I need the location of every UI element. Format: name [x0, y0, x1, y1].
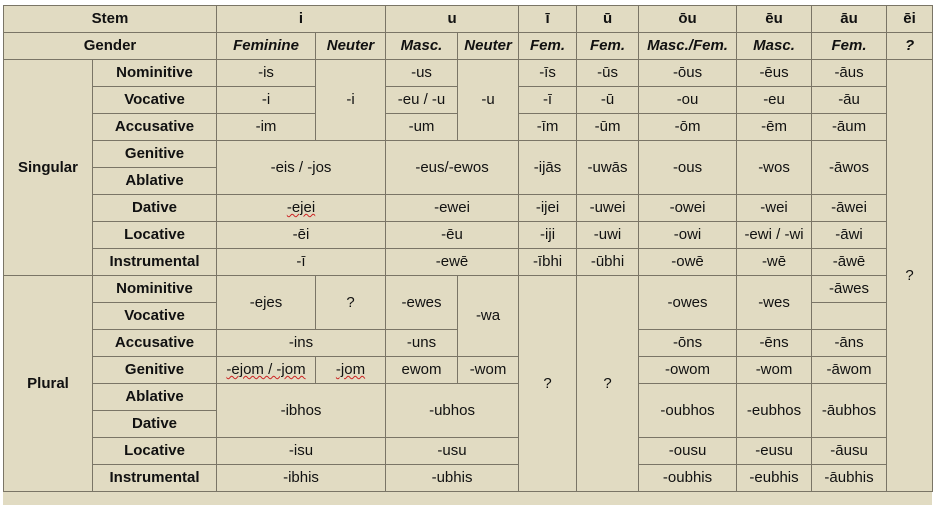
- table-cell: -u: [458, 60, 519, 141]
- table-cell: -īs: [519, 60, 577, 87]
- table-cell: [217, 357, 316, 384]
- table-cell: -iji: [519, 222, 577, 249]
- case-label: Nominitive: [93, 60, 217, 87]
- case-label: Genitive: [93, 141, 217, 168]
- table-cell: -wei: [737, 195, 812, 222]
- gender-ou: Masc./Fem.: [639, 33, 737, 60]
- table-cell: -is: [217, 60, 316, 87]
- table-cell: -āwē: [812, 249, 887, 276]
- gender-eu: Masc.: [737, 33, 812, 60]
- table-cell: -ewes: [386, 276, 458, 330]
- gender-u-masculine: Masc.: [386, 33, 458, 60]
- case-label: Dative: [93, 411, 217, 438]
- table-cell: -ubhos: [386, 384, 519, 438]
- table-cell: -oubhis: [639, 465, 737, 492]
- declension-table: [3, 5, 933, 492]
- table-cell: -ejes: [217, 276, 316, 330]
- case-label: Locative: [93, 438, 217, 465]
- gender-i-feminine: Feminine: [217, 33, 316, 60]
- stem-ou: ōu: [639, 6, 737, 33]
- table-cell: -owes: [639, 276, 737, 330]
- table-cell: -wos: [737, 141, 812, 195]
- case-label: Ablative: [93, 384, 217, 411]
- gender-ei: ?: [887, 33, 933, 60]
- singular-label: Singular: [4, 60, 93, 276]
- stem-i: i: [217, 6, 386, 33]
- gender-au: Fem.: [812, 33, 887, 60]
- table-cell: -eu: [737, 87, 812, 114]
- table-cell: -wē: [737, 249, 812, 276]
- table-cell: ?: [316, 276, 386, 330]
- table-cell: -usu: [386, 438, 519, 465]
- table-cell: -im: [217, 114, 316, 141]
- table-cell: -ībhi: [519, 249, 577, 276]
- singular-instrumental-row: [4, 249, 933, 276]
- table-cell: -āwi: [812, 222, 887, 249]
- table-cell: -ou: [639, 87, 737, 114]
- case-label: Accusative: [93, 114, 217, 141]
- table-cell: -ūm: [577, 114, 639, 141]
- table-cell: -wom: [737, 357, 812, 384]
- table-cell: -uwei: [577, 195, 639, 222]
- table-cell-text: -ejei: [286, 199, 316, 216]
- table-cell: -ēu: [386, 222, 519, 249]
- table-cell: -īm: [519, 114, 577, 141]
- table-cell: -ōns: [639, 330, 737, 357]
- case-label: Instrumental: [93, 249, 217, 276]
- table-cell: -ibhis: [217, 465, 386, 492]
- table-cell: -ī: [519, 87, 577, 114]
- table-cell: [316, 357, 386, 384]
- table-cell: -ī: [217, 249, 386, 276]
- table-cell: ewom: [386, 357, 458, 384]
- table-cell: -ewei: [386, 195, 519, 222]
- table-cell: -eubhis: [737, 465, 812, 492]
- table-cell: -ūs: [577, 60, 639, 87]
- table-cell: -wa: [458, 276, 519, 357]
- table-cell: -āubhos: [812, 384, 887, 438]
- stem-label: Stem: [4, 6, 217, 33]
- declension-table-panel: [3, 5, 932, 505]
- stem-au: āu: [812, 6, 887, 33]
- table-cell: ?: [577, 276, 639, 492]
- gender-u-neuter: Neuter: [458, 33, 519, 60]
- table-cell: -ijās: [519, 141, 577, 195]
- plural-ablative-row: [4, 384, 933, 411]
- table-cell: -ōm: [639, 114, 737, 141]
- gender-long-u: Fem.: [577, 33, 639, 60]
- stem-header-row: [4, 6, 933, 33]
- plural-instrumental-row: [4, 465, 933, 492]
- case-label: Accusative: [93, 330, 217, 357]
- table-cell: [217, 195, 386, 222]
- gender-header-row: [4, 33, 933, 60]
- plural-genitive-row: [4, 357, 933, 384]
- table-cell: -ins: [217, 330, 386, 357]
- table-cell: -āusu: [812, 438, 887, 465]
- table-cell: -āu: [812, 87, 887, 114]
- table-cell: -ēi: [217, 222, 386, 249]
- table-cell: -ousu: [639, 438, 737, 465]
- plural-label: Plural: [4, 276, 93, 492]
- singular-nominative-row: [4, 60, 933, 87]
- table-cell: -āwos: [812, 141, 887, 195]
- case-label: Dative: [93, 195, 217, 222]
- table-cell: -owi: [639, 222, 737, 249]
- table-cell: -isu: [217, 438, 386, 465]
- gender-label: Gender: [4, 33, 217, 60]
- table-cell: -owei: [639, 195, 737, 222]
- table-cell: -āwes: [812, 276, 887, 303]
- table-cell: -eubhos: [737, 384, 812, 438]
- case-label: Instrumental: [93, 465, 217, 492]
- table-cell: -wes: [737, 276, 812, 330]
- case-label: Locative: [93, 222, 217, 249]
- ei-stem-cell: ?: [887, 60, 933, 492]
- table-cell: -ewē: [386, 249, 519, 276]
- table-cell: -ous: [639, 141, 737, 195]
- table-cell: -owē: [639, 249, 737, 276]
- gender-i-neuter: Neuter: [316, 33, 386, 60]
- table-cell: -wom: [458, 357, 519, 384]
- singular-locative-row: [4, 222, 933, 249]
- table-cell: -uns: [386, 330, 458, 357]
- table-cell: -uwi: [577, 222, 639, 249]
- table-cell: -ewi / -wi: [737, 222, 812, 249]
- table-cell: -āus: [812, 60, 887, 87]
- table-cell: -āubhis: [812, 465, 887, 492]
- table-cell: -eusu: [737, 438, 812, 465]
- table-cell: -eus/-ewos: [386, 141, 519, 195]
- table-cell: -i: [217, 87, 316, 114]
- table-cell: -āwom: [812, 357, 887, 384]
- table-cell: -owom: [639, 357, 737, 384]
- table-cell: -āns: [812, 330, 887, 357]
- stem-long-i: ī: [519, 6, 577, 33]
- plural-locative-row: [4, 438, 933, 465]
- stem-u: u: [386, 6, 519, 33]
- case-label: Genitive: [93, 357, 217, 384]
- table-cell: -ū: [577, 87, 639, 114]
- table-cell: -ubhis: [386, 465, 519, 492]
- table-cell: -eu / -u: [386, 87, 458, 114]
- table-cell: -ōus: [639, 60, 737, 87]
- table-cell-text: -jom: [335, 361, 366, 378]
- table-cell-text: -ejom / -jom: [226, 361, 306, 378]
- plural-nominative-row: [4, 276, 933, 303]
- table-cell: -i: [316, 60, 386, 141]
- stem-ei: ēi: [887, 6, 933, 33]
- table-cell: -ēns: [737, 330, 812, 357]
- gender-long-i: Fem.: [519, 33, 577, 60]
- singular-genitive-row: [4, 141, 933, 168]
- table-cell: -eis / -jos: [217, 141, 386, 195]
- table-cell: -us: [386, 60, 458, 87]
- stem-eu: ēu: [737, 6, 812, 33]
- table-cell: -ibhos: [217, 384, 386, 438]
- case-label: Ablative: [93, 168, 217, 195]
- table-cell: -āwei: [812, 195, 887, 222]
- table-cell: -ijei: [519, 195, 577, 222]
- table-cell: -oubhos: [639, 384, 737, 438]
- table-cell: [812, 303, 887, 330]
- case-label: Vocative: [93, 303, 217, 330]
- stem-long-u: ū: [577, 6, 639, 33]
- case-label: Vocative: [93, 87, 217, 114]
- case-label: Nominitive: [93, 276, 217, 303]
- table-cell: -uwās: [577, 141, 639, 195]
- singular-dative-row: [4, 195, 933, 222]
- table-cell: -ēm: [737, 114, 812, 141]
- table-cell: ?: [519, 276, 577, 492]
- table-cell: -āum: [812, 114, 887, 141]
- table-cell: -ēus: [737, 60, 812, 87]
- table-cell: -ūbhi: [577, 249, 639, 276]
- table-cell: -um: [386, 114, 458, 141]
